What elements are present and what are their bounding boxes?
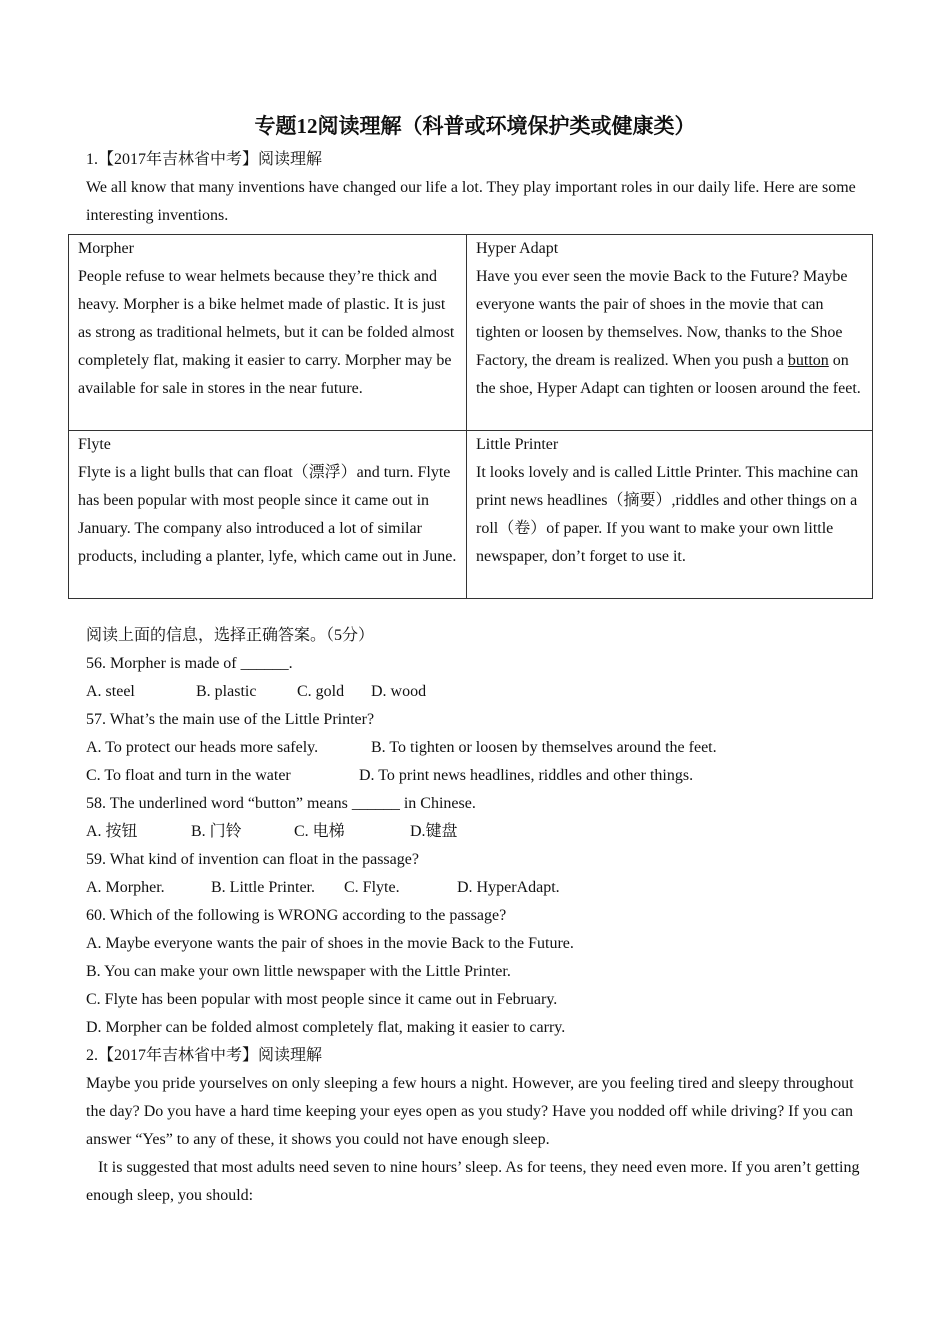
q56-option-a: A. steel bbox=[86, 683, 135, 700]
hyper-adapt-text bbox=[476, 263, 864, 403]
hyper-adapt-name: Hyper Adapt bbox=[476, 240, 559, 257]
underlined-word-button: button bbox=[787, 352, 829, 369]
q58-option-c: C. 电梯 bbox=[294, 823, 345, 840]
question-57: 57. What’s the main use of the Little Printer? bbox=[86, 711, 375, 728]
question-58: 58. The underlined word “button” means ______ in Chinese. bbox=[86, 795, 476, 812]
q59-option-a: A. Morpher. bbox=[86, 879, 165, 896]
q60-option-a: A. Maybe everyone wants the pair of shoes in the movie Back to the Future. bbox=[86, 935, 574, 952]
morpher-name: Morpher bbox=[78, 240, 134, 257]
instruction: 阅读上面的信息，选择正确答案。（5分） bbox=[86, 627, 375, 644]
flyte-text: Flyte is a light bulls that can float（漂浮）and turn. Flyte has been popular with most people since it came out in January. The company also introduced a lot of similar products, including a planter, lyfe, which came out in June. bbox=[78, 464, 457, 565]
section-2-paragraph-1: Maybe you pride yourselves on only sleeping a few hours a night. However, are you feeling tired and sleepy throughout the day? Do you have a hard time keeping your eyes open as you study? Have you nodded off while driving? If you can answer “Yes” to any of these, it shows you could not have enough sleep. bbox=[86, 1075, 854, 1148]
q58-option-b: B. 门铃 bbox=[191, 823, 242, 840]
q59-option-b: B. Little Printer. bbox=[211, 879, 315, 896]
q60-option-d: D. Morpher can be folded almost completely flat, making it easier to carry. bbox=[86, 1019, 566, 1036]
q57-option-d: D. To print news headlines, riddles and other things. bbox=[359, 767, 694, 784]
q59-option-c: C. Flyte. bbox=[344, 879, 400, 896]
flyte-cell bbox=[69, 431, 467, 599]
section-2-paragraph-2: It is suggested that most adults need seven to nine hours’ sleep. As for teens, they need even more. If you aren’t getting enough sleep, you should: bbox=[86, 1159, 860, 1204]
question-60: 60. Which of the following is WRONG according to the passage? bbox=[86, 907, 507, 924]
flyte-name: Flyte bbox=[78, 436, 111, 453]
section-1-header: 1.【2017年吉林省中考】阅读理解 bbox=[86, 151, 323, 168]
q57-option-a: A. To protect our heads more safely. bbox=[86, 739, 319, 756]
section-2-header: 2.【2017年吉林省中考】阅读理解 bbox=[86, 1047, 323, 1064]
page-title: 专题12阅读理解（科普或环境保护类或健康类） bbox=[254, 114, 696, 138]
hyper-adapt-cell bbox=[467, 235, 873, 431]
morpher-cell bbox=[69, 235, 467, 431]
morpher-text: People refuse to wear helmets because they’re thick and heavy. Morpher is a bike helmet made of plastic. It is just as strong as traditional helmets, but it can be folded almost completely flat, making it easier to carry. Morpher may be available for sale in stores in the near future. bbox=[78, 268, 455, 397]
q58-option-a: A. 按钮 bbox=[86, 823, 138, 840]
little-printer-cell bbox=[467, 431, 873, 599]
q57-option-c: C. To float and turn in the water bbox=[86, 767, 291, 784]
little-printer-text: It looks lovely and is called Little Printer. This machine can print news headlines（摘要）,riddles and other things on a roll（卷）of paper. If you want to make your own little newspaper, don’t forget to use it. bbox=[476, 464, 859, 565]
q57-option-b: B. To tighten or loosen by themselves around the feet. bbox=[371, 739, 717, 756]
section-1-intro: We all know that many inventions have changed our life a lot. They play important roles in our daily life. Here are some interesting inventions. bbox=[86, 179, 856, 224]
q56-option-d: D. wood bbox=[371, 683, 427, 700]
inventions-table bbox=[68, 234, 873, 599]
q56-option-c: C. gold bbox=[297, 683, 345, 700]
q60-option-b: B. You can make your own little newspaper with the Little Printer. bbox=[86, 963, 511, 980]
q60-option-c: C. Flyte has been popular with most people since it came out in February. bbox=[86, 991, 558, 1008]
hyper-adapt-text-before: Have you ever seen the movie Back to the Future? Maybe everyone wants the pair of shoes in the movie that can tighten or loosen by themselves. Now, thanks to the Shoe Factory, the dream is realized. When you push a bbox=[476, 268, 848, 369]
little-printer-name: Little Printer bbox=[476, 436, 559, 453]
q58-option-d: D.键盘 bbox=[410, 823, 458, 840]
q56-option-b: B. plastic bbox=[196, 683, 257, 700]
question-59: 59. What kind of invention can float in the passage? bbox=[86, 851, 419, 868]
q59-option-d: D. HyperAdapt. bbox=[457, 879, 560, 896]
question-56: 56. Morpher is made of ______. bbox=[86, 655, 293, 672]
hyper-adapt-text-after: on the shoe, Hyper Adapt can tighten or loosen around the feet. bbox=[476, 352, 861, 397]
